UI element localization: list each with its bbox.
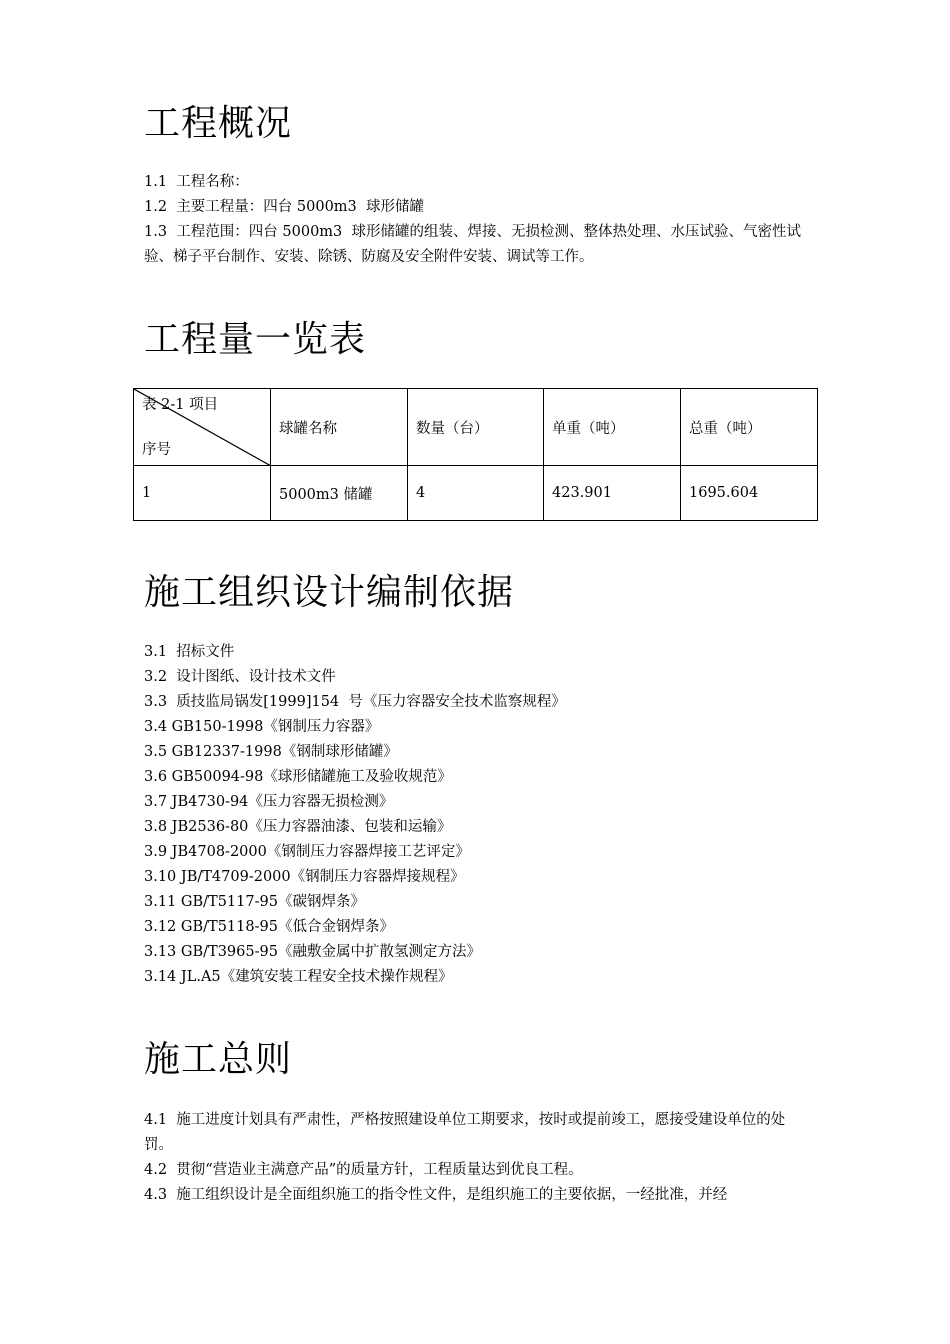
overview-list (144, 170, 812, 220)
list-item: 3.1 招标文件 (144, 644, 235, 660)
column-header: 数量（台） (408, 389, 544, 466)
table-header-row (134, 389, 818, 466)
overview-scope-paragraph: 1.3 工程范围：四台 5000m3 球形储罐的组装、焊接、无损检测、整体热处理、水压试验、气密性试验、梯子平台制作、安装、除锈、防腐及安全附件安装、调试等工作。 (144, 224, 801, 265)
table-cell: 4 (408, 466, 544, 521)
list-item: 3.12 GB/T5118-95《低合金钢焊条》 (144, 919, 394, 935)
list-item: 3.2 设计图纸、设计技术文件 (144, 669, 336, 685)
list-item: 3.9 JB4708-2000《钢制压力容器焊接工艺评定》 (144, 844, 470, 860)
table-corner-cell (134, 389, 271, 466)
principle-paragraph: 4.1 施工进度计划具有严肃性，严格按照建设单位工期要求，按时或提前竣工，愿接受建设单位的处罚。 (144, 1112, 786, 1153)
list-item: 1.2 主要工程量：四台 5000m3 球形储罐 (144, 199, 424, 215)
column-header: 单重（吨） (544, 389, 681, 466)
section-title-overview: 工程概况 (144, 103, 293, 144)
list-item: 3.11 GB/T5117-95《碳钢焊条》 (144, 894, 365, 910)
section-title-basis: 施工组织设计编制依据 (144, 572, 515, 613)
principles-list (144, 1158, 812, 1208)
corner-label-item: 表 2-1 项目 (142, 397, 219, 413)
table-cell: 423.901 (544, 466, 681, 521)
table-cell: 5000m3 储罐 (271, 466, 408, 521)
column-header: 球罐名称 (271, 389, 408, 466)
list-item: 4.3 施工组织设计是全面组织施工的指令性文件，是组织施工的主要依据，一经批准，并经 (144, 1187, 728, 1203)
list-item: 3.7 JB4730-94《压力容器无损检测》 (144, 794, 394, 810)
table-cell: 1 (134, 466, 271, 521)
list-item: 4.2 贯彻“营造业主满意产品”的质量方针，工程质量达到优良工程。 (144, 1162, 583, 1178)
corner-label-serial: 序号 (142, 442, 171, 458)
section-title-principles: 施工总则 (144, 1039, 293, 1080)
list-item: 3.6 GB50094-98《球形储罐施工及验收规范》 (144, 769, 452, 785)
list-item: 3.13 GB/T3965-95《融敷金属中扩散氢测定方法》 (144, 944, 481, 960)
section-title-quantity: 工程量一览表 (144, 319, 367, 360)
list-item: 3.14 JL.A5《建筑安装工程安全技术操作规程》 (144, 969, 453, 985)
basis-list (144, 640, 812, 990)
table-cell: 1695.604 (681, 466, 818, 521)
list-item: 3.5 GB12337-1998《钢制球形储罐》 (144, 744, 398, 760)
list-item: 3.3 质技监局锅发[1999]154 号《压力容器安全技术监察规程》 (144, 694, 566, 710)
quantity-table (133, 388, 818, 521)
table-row (134, 466, 818, 521)
list-item: 3.8 JB2536-80《压力容器油漆、包装和运输》 (144, 819, 452, 835)
list-item: 3.4 GB150-1998《钢制压力容器》 (144, 719, 380, 735)
list-item: 3.10 JB/T4709-2000《钢制压力容器焊接规程》 (144, 869, 465, 885)
list-item: 1.1 工程名称： (144, 174, 249, 190)
column-header: 总重（吨） (681, 389, 818, 466)
